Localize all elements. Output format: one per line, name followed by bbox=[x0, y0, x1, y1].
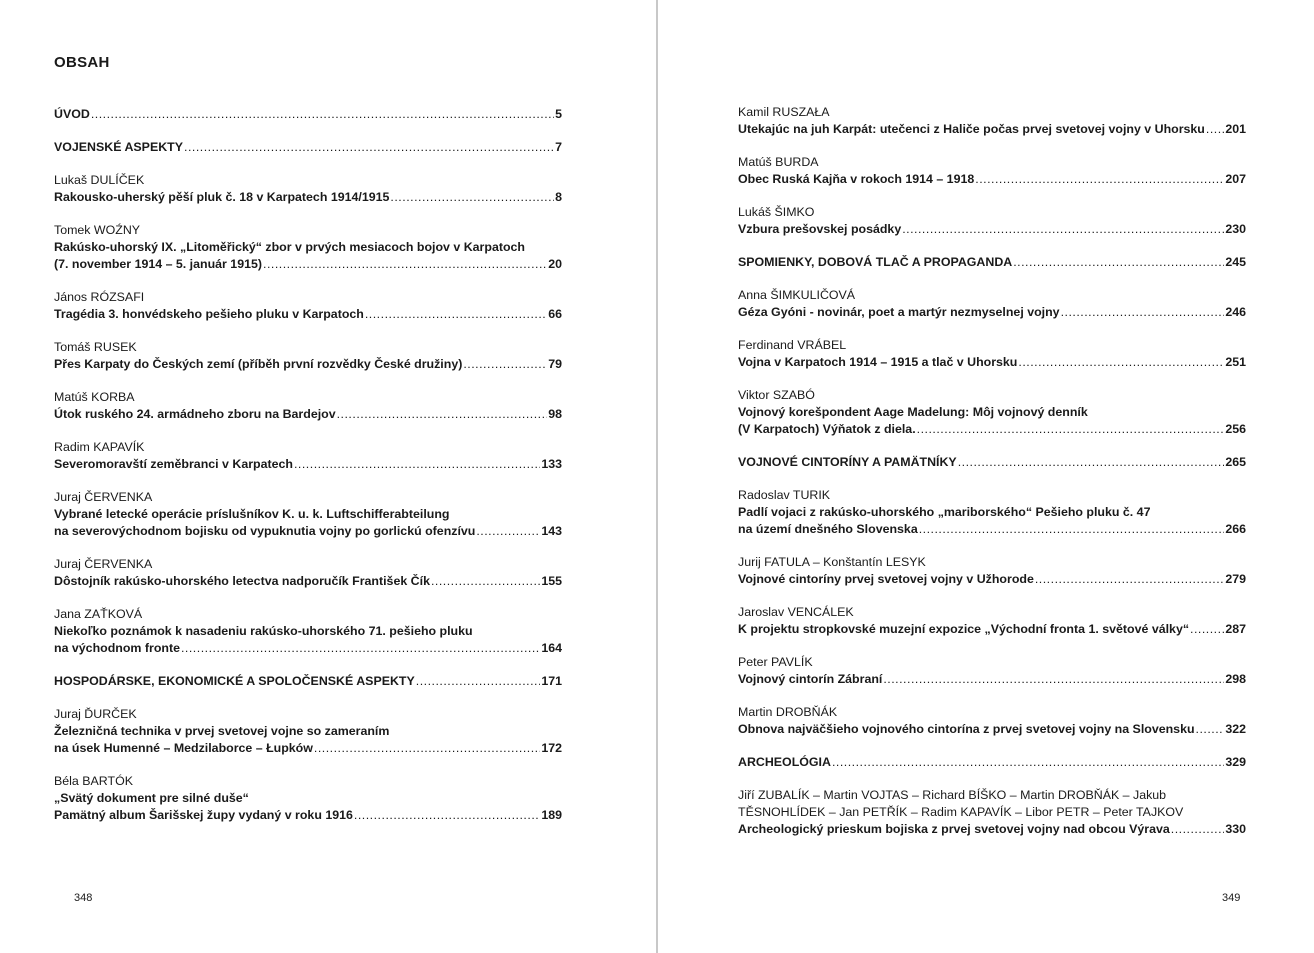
entry-title: Útok ruského 24. armádneho zboru na Bardejov bbox=[54, 407, 336, 421]
entry-author: Martin DROBŇÁK bbox=[738, 705, 838, 719]
entry-author: János RÓZSAFI bbox=[54, 290, 145, 304]
entry-page-number: 189 bbox=[541, 808, 562, 822]
entry-title: VOJENSKÉ ASPEKTY bbox=[54, 140, 183, 154]
entry-leader-line bbox=[738, 354, 1246, 371]
entry-page-number: 20 bbox=[548, 257, 562, 271]
entry-author: Kamil RUSZAŁA bbox=[738, 105, 830, 119]
entry-leader-line bbox=[738, 171, 1246, 188]
entry-leader-line bbox=[738, 221, 1246, 238]
toc-entry[interactable] bbox=[54, 222, 562, 273]
toc-entry[interactable] bbox=[738, 254, 1246, 271]
entry-leader-line bbox=[738, 254, 1246, 271]
entry-page-number: 172 bbox=[541, 741, 562, 755]
entry-leader-line bbox=[738, 571, 1246, 588]
entry-author: Radoslav TURIK bbox=[738, 488, 831, 502]
toc-entry[interactable] bbox=[54, 289, 562, 323]
entry-leader-line bbox=[738, 304, 1246, 321]
entry-author: Ferdinand VRÁBEL bbox=[738, 338, 847, 352]
entry-title: Tragédia 3. honvédskeho pešieho pluku v Karpatoch bbox=[54, 307, 364, 321]
entry-title: (V Karpatoch) Výňatok z diela. bbox=[738, 422, 916, 436]
entry-title: Vzbura prešovskej posádky bbox=[738, 222, 902, 236]
toc-entry[interactable] bbox=[54, 606, 562, 657]
dot-leader bbox=[1018, 354, 1224, 371]
entry-title: K projektu stropkovské muzejní expozice „Východní fronta 1. světové války“ bbox=[738, 622, 1190, 636]
toc-entry[interactable] bbox=[738, 787, 1246, 838]
entry-leader-line bbox=[54, 406, 562, 423]
toc-entry[interactable] bbox=[738, 754, 1246, 771]
entry-page-number: 265 bbox=[1225, 455, 1246, 469]
dot-leader bbox=[1206, 121, 1224, 138]
dot-leader bbox=[975, 171, 1224, 188]
entry-title: Přes Karpaty do Českých zemí (příběh první rozvědky České družiny) bbox=[54, 357, 463, 371]
toc-entry[interactable] bbox=[54, 139, 562, 156]
toc-entry[interactable] bbox=[738, 454, 1246, 471]
entry-author: Jurij FATULA – Konštantín LESYK bbox=[738, 555, 926, 569]
entry-page-number: 329 bbox=[1225, 755, 1246, 769]
toc-entry[interactable] bbox=[738, 487, 1246, 538]
entry-page-number: 266 bbox=[1225, 522, 1246, 536]
entry-page-number: 98 bbox=[548, 407, 562, 421]
dot-leader bbox=[902, 221, 1224, 238]
entry-page-number: 5 bbox=[555, 107, 562, 121]
toc-list-right bbox=[738, 104, 1246, 838]
entry-page-number: 201 bbox=[1225, 122, 1246, 136]
entry-leader-line bbox=[54, 189, 562, 206]
toc-entry[interactable] bbox=[738, 287, 1246, 321]
entry-page-number: 230 bbox=[1225, 222, 1246, 236]
entry-leader-line bbox=[738, 821, 1246, 838]
entry-leader-line bbox=[54, 807, 562, 824]
entry-title: Vojna v Karpatoch 1914 – 1915 a tlač v Uhorsku bbox=[738, 355, 1018, 369]
entry-title: VOJNOVÉ CINTORÍNY A PAMÄTNÍKY bbox=[738, 455, 957, 469]
entry-leader-line bbox=[54, 306, 562, 323]
entry-leader-line bbox=[54, 139, 562, 156]
dot-leader bbox=[1190, 621, 1224, 638]
entry-leader-line bbox=[738, 621, 1246, 638]
entry-page-number: 143 bbox=[541, 524, 562, 538]
entry-page-number: 207 bbox=[1225, 172, 1246, 186]
dot-leader bbox=[263, 256, 547, 273]
entry-page-number: 133 bbox=[541, 457, 562, 471]
dot-leader bbox=[416, 673, 541, 690]
dot-leader bbox=[1013, 254, 1224, 271]
dot-leader bbox=[1061, 304, 1225, 321]
entry-page-number: 66 bbox=[548, 307, 562, 321]
entry-page-number: 171 bbox=[541, 674, 562, 688]
entry-leader-line bbox=[738, 454, 1246, 471]
entry-title: HOSPODÁRSKE, EKONOMICKÉ A SPOLOČENSKÉ ASPEKTY bbox=[54, 674, 415, 688]
entry-leader-line bbox=[54, 106, 562, 123]
entry-page-number: 256 bbox=[1225, 422, 1246, 436]
entry-title: Géza Gyóni - novinár, poet a martýr nezmyselnej vojny bbox=[738, 305, 1060, 319]
entry-title: Vojnový cintorín Zábraní bbox=[738, 672, 883, 686]
entry-leader-line bbox=[738, 721, 1246, 738]
dot-leader bbox=[1035, 571, 1224, 588]
toc-entry[interactable] bbox=[54, 172, 562, 206]
dot-leader bbox=[354, 807, 540, 824]
entry-page-number: 246 bbox=[1225, 305, 1246, 319]
dot-leader bbox=[958, 454, 1225, 471]
toc-entry[interactable] bbox=[54, 773, 562, 824]
entry-page-number: 7 bbox=[555, 140, 562, 154]
entry-page-number: 164 bbox=[541, 641, 562, 655]
entry-author: Lukaš DULÍČEK bbox=[54, 173, 145, 187]
page-number-left: 348 bbox=[74, 892, 93, 904]
dot-leader bbox=[91, 106, 554, 123]
entry-page-number: 279 bbox=[1225, 572, 1246, 586]
entry-title: (7. november 1914 – 5. január 1915) bbox=[54, 257, 262, 271]
entry-title-line: Padlí vojaci z rakúsko-uhorského „mariborského“ Pešieho pluku č. 47 bbox=[738, 505, 1151, 519]
dot-leader bbox=[463, 356, 547, 373]
toc-entry[interactable] bbox=[54, 489, 562, 540]
page-number-right: 349 bbox=[1222, 892, 1241, 904]
left-page bbox=[0, 0, 656, 953]
dot-leader bbox=[883, 671, 1224, 688]
toc-entry[interactable] bbox=[54, 556, 562, 590]
toc-entry[interactable] bbox=[738, 204, 1246, 238]
dot-leader bbox=[365, 306, 547, 323]
entry-page-number: 322 bbox=[1225, 722, 1246, 736]
dot-leader bbox=[181, 640, 540, 657]
entry-author: Radim KAPAVÍK bbox=[54, 440, 145, 454]
entry-page-number: 8 bbox=[555, 190, 562, 204]
entry-title: Utekajúc na juh Karpát: utečenci z Haliče počas prvej svetovej vojny v Uhorsku bbox=[738, 122, 1205, 136]
entry-title: na území dnešného Slovenska bbox=[738, 522, 918, 536]
dot-leader bbox=[476, 523, 540, 540]
entry-author: Matúš KORBA bbox=[54, 390, 135, 404]
toc-entry[interactable] bbox=[738, 337, 1246, 371]
entry-author: Viktor SZABÓ bbox=[738, 388, 815, 402]
toc-entry[interactable] bbox=[738, 154, 1246, 188]
dot-leader bbox=[431, 573, 540, 590]
entry-leader-line bbox=[54, 456, 562, 473]
entry-leader-line bbox=[738, 521, 1246, 538]
entry-author: Tomáš RUSEK bbox=[54, 340, 137, 354]
dot-leader bbox=[337, 406, 548, 423]
entry-author: Tomek WOŹNY bbox=[54, 223, 141, 237]
entry-title: Obnova najväčšieho vojnového cintorína z prvej svetovej vojny na Slovensku bbox=[738, 722, 1195, 736]
toc-entry[interactable] bbox=[54, 439, 562, 473]
toc-entry[interactable] bbox=[54, 673, 562, 690]
entry-title: Vojnové cintoríny prvej svetovej vojny v Užhorode bbox=[738, 572, 1034, 586]
entry-author: Matúš BURDA bbox=[738, 155, 819, 169]
entry-author: Peter PAVLÍK bbox=[738, 655, 813, 669]
entry-title: na úsek Humenné – Medzilaborce – Łupków bbox=[54, 741, 313, 755]
dot-leader bbox=[390, 189, 554, 206]
entry-page-number: 287 bbox=[1225, 622, 1246, 636]
entry-title-line: „Svätý dokument pre silné duše“ bbox=[54, 791, 249, 805]
toc-entry[interactable] bbox=[54, 706, 562, 757]
entry-leader-line bbox=[54, 573, 562, 590]
toc-entry[interactable] bbox=[738, 704, 1246, 738]
entry-title: ARCHEOLÓGIA bbox=[738, 755, 831, 769]
entry-page-number: 155 bbox=[541, 574, 562, 588]
entry-author: TĚSNOHLÍDEK – Jan PETŘÍK – Radim KAPAVÍK – Libor PETR – Peter TAJKOV bbox=[738, 805, 1184, 819]
entry-title-line: Niekoľko poznámok k nasadeniu rakúsko-uhorského 71. pešieho pluku bbox=[54, 624, 473, 638]
entry-title: na východnom fronte bbox=[54, 641, 180, 655]
entry-title: Rakousko-uherský pěší pluk č. 18 v Karpatech 1914/1915 bbox=[54, 190, 390, 204]
entry-leader-line bbox=[738, 121, 1246, 138]
entry-title-line: Železničná technika v prvej svetovej vojne so zameraním bbox=[54, 724, 390, 738]
entry-leader-line bbox=[54, 523, 562, 540]
dot-leader bbox=[314, 740, 540, 757]
entry-author: Jana ZAŤKOVÁ bbox=[54, 607, 143, 621]
entry-author: Juraj ĎURČEK bbox=[54, 707, 137, 721]
entry-title: na severovýchodnom bojisku od vypuknutia vojny po gorlickú ofenzívu bbox=[54, 524, 476, 538]
entry-page-number: 79 bbox=[548, 357, 562, 371]
entry-leader-line bbox=[738, 421, 1246, 438]
entry-author: Béla BARTÓK bbox=[54, 774, 133, 788]
entry-leader-line bbox=[54, 673, 562, 690]
entry-page-number: 251 bbox=[1225, 355, 1246, 369]
entry-leader-line bbox=[54, 740, 562, 757]
entry-author: Jiří ZUBALÍK – Martin VOJTAS – Richard BÍŠKO – Martin DROBŇÁK – Jakub bbox=[738, 788, 1167, 802]
entry-leader-line bbox=[738, 671, 1246, 688]
dot-leader bbox=[832, 754, 1224, 771]
entry-author: Juraj ČERVENKA bbox=[54, 557, 153, 571]
entry-author: Anna ŠIMKULIČOVÁ bbox=[738, 288, 856, 302]
toc-heading: OBSAH bbox=[54, 54, 110, 71]
toc-entry[interactable] bbox=[738, 604, 1246, 638]
entry-page-number: 245 bbox=[1225, 255, 1246, 269]
dot-leader bbox=[184, 139, 554, 156]
entry-title: ÚVOD bbox=[54, 107, 90, 121]
dot-leader bbox=[1171, 821, 1225, 838]
entry-author: Jaroslav VENCÁLEK bbox=[738, 605, 854, 619]
dot-leader bbox=[1196, 721, 1225, 738]
entry-title-line: Vybrané letecké operácie príslušníkov K. u. k. Luftschifferabteilung bbox=[54, 507, 450, 521]
dot-leader bbox=[294, 456, 540, 473]
dot-leader bbox=[919, 521, 1225, 538]
entry-title-line: Vojnový korešpondent Aage Madelung: Môj vojnový denník bbox=[738, 405, 1088, 419]
right-page bbox=[658, 0, 1314, 953]
toc-entry[interactable] bbox=[738, 104, 1246, 138]
entry-leader-line bbox=[54, 356, 562, 373]
entry-leader-line bbox=[738, 754, 1246, 771]
entry-title: Archeologický prieskum bojiska z prvej svetovej vojny nad obcou Výrava bbox=[738, 822, 1170, 836]
toc-entry[interactable] bbox=[738, 387, 1246, 438]
toc-entry[interactable] bbox=[54, 106, 562, 123]
entry-page-number: 330 bbox=[1225, 822, 1246, 836]
toc-entry[interactable] bbox=[54, 389, 562, 423]
entry-title: Obec Ruská Kajňa v rokoch 1914 – 1918 bbox=[738, 172, 975, 186]
dot-leader bbox=[917, 421, 1225, 438]
entry-title: Dôstojník rakúsko-uhorského letectva nadporučík František Čík bbox=[54, 574, 430, 588]
toc-entry[interactable] bbox=[738, 654, 1246, 688]
entry-author: Lukáš ŠIMKO bbox=[738, 205, 815, 219]
entry-title: Severomoravští zeměbranci v Karpatech bbox=[54, 457, 293, 471]
entry-title-line: Rakúsko-uhorský IX. „Litoměřický“ zbor v prvých mesiacoch bojov v Karpatoch bbox=[54, 240, 525, 254]
entry-title: SPOMIENKY, DOBOVÁ TLAČ A PROPAGANDA bbox=[738, 255, 1013, 269]
entry-leader-line bbox=[54, 256, 562, 273]
toc-list-left bbox=[54, 106, 562, 824]
toc-entry[interactable] bbox=[738, 554, 1246, 588]
entry-title: Pamätný album Šarišskej župy vydaný v roku 1916 bbox=[54, 808, 353, 822]
entry-author: Juraj ČERVENKA bbox=[54, 490, 153, 504]
entry-leader-line bbox=[54, 640, 562, 657]
toc-entry[interactable] bbox=[54, 339, 562, 373]
entry-page-number: 298 bbox=[1225, 672, 1246, 686]
